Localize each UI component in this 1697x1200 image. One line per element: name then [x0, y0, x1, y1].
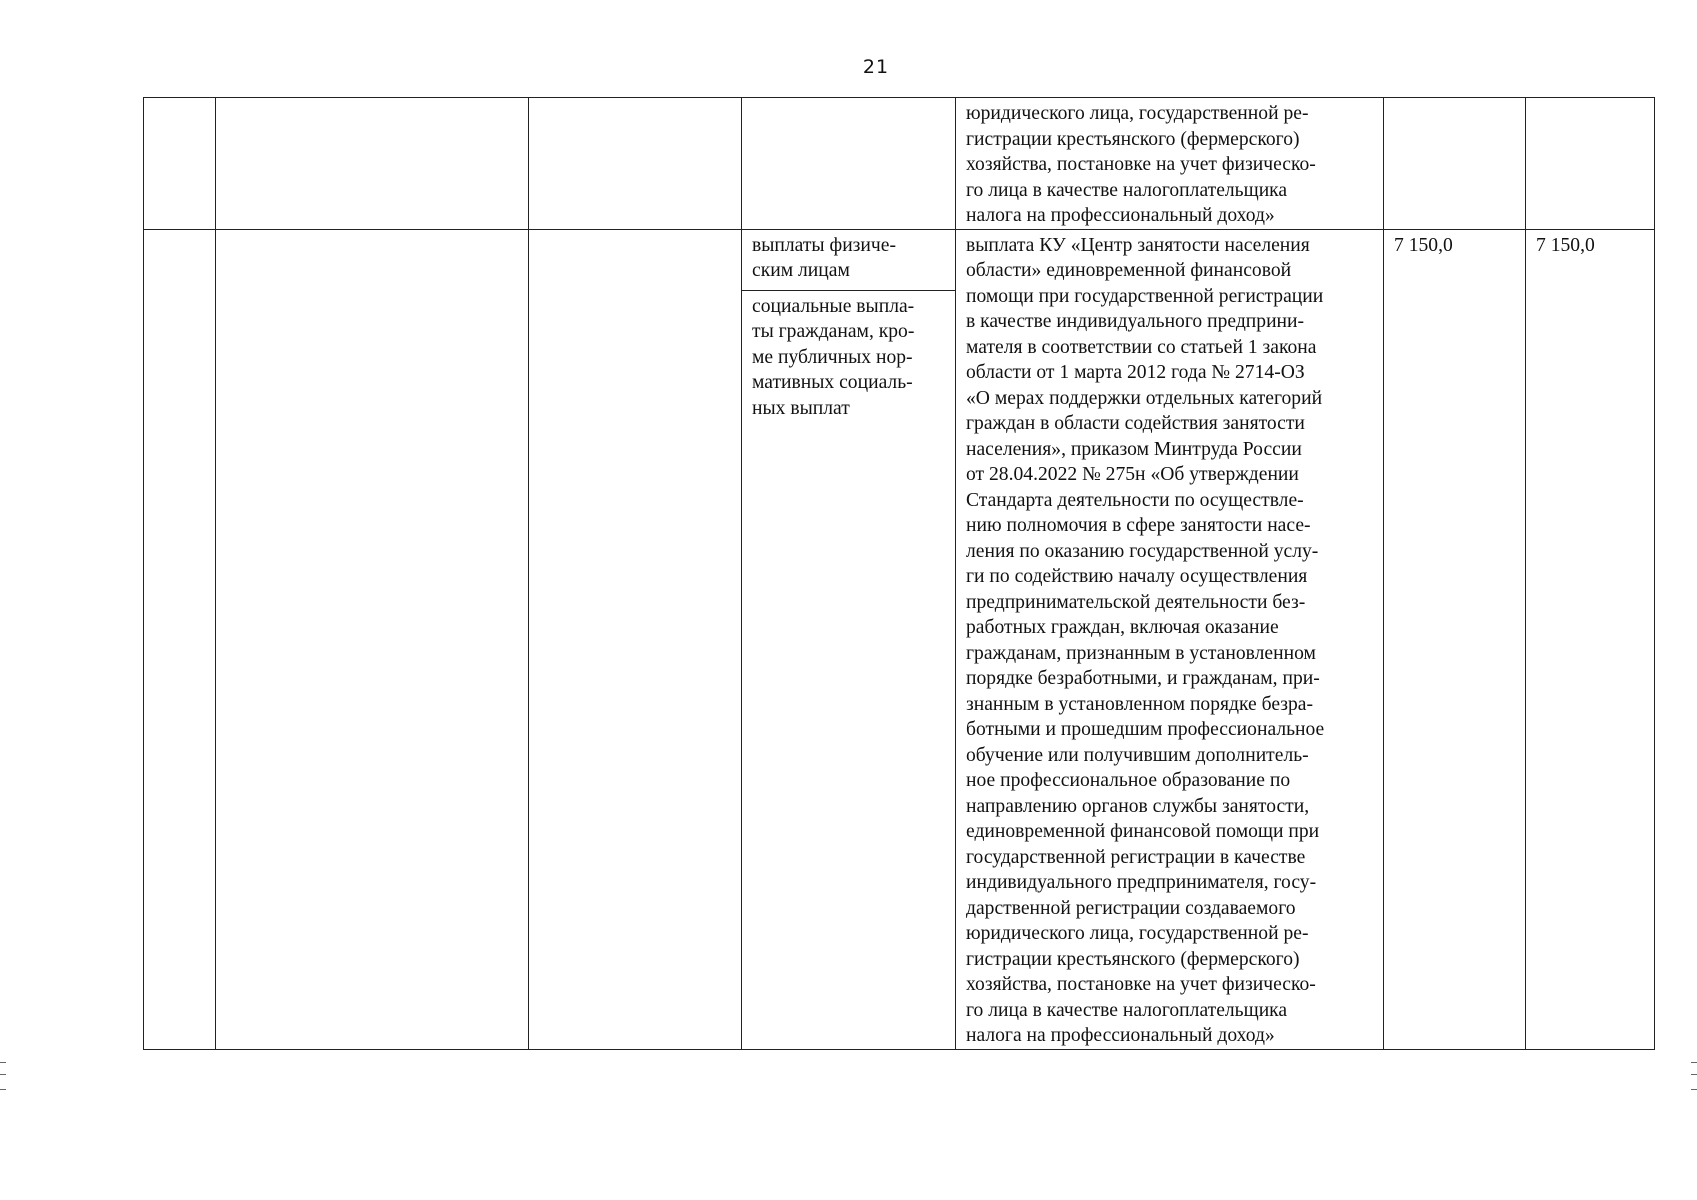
- amount-2-value: 7 150,0: [1536, 234, 1595, 256]
- description-continuation-text: юридического лица, государственной ре- гистрации крестьянского (фермерского) хозяйства, постановке на учет физическо- го лица в качестве налогоплательщика налога на профессиональный доход»: [966, 103, 1316, 226]
- table-row-main: [144, 229, 1655, 1049]
- cell-number: [144, 229, 216, 1049]
- scan-edge-mark-left: [0, 1062, 6, 1090]
- cell-amount-2: [1526, 98, 1655, 230]
- cell-program: [216, 229, 529, 1049]
- cell-description: [956, 98, 1384, 230]
- cell-description: [956, 229, 1384, 1049]
- cell-number: [144, 98, 216, 230]
- cell-amount-1: [1384, 229, 1526, 1049]
- cell-code: [529, 98, 742, 230]
- description-text: выплата КУ «Центр занятости населения области» единовременной финансовой помощи при государственной регистрации в качестве индивидуального предприни- мателя в соответствии со статьей 1 закона области от 1 марта 2012 года № 2714-ОЗ «О мерах поддержки отдельных категорий граждан в области содействия занятости населения», приказом Минтруда России от 28.04.2022 № 275н «Об утверждении Стандарта деятельности по осуществле- нию полномочия в сфере занятости насе- ления по оказанию государственной услу- ги по содействию началу осуществления предпринимательской деятельности без- работных граждан, включая оказание гражданам, признанным в установленном порядке безработными, и гражданам, при- знанным в установленном порядке безра- ботными и прошедшим профессиональное обучение или получившим дополнитель- ное профессиональное образование по направлению органов службы занятости, единовременной финансовой помощи при государственной регистрации в качестве индивидуального предпринимателя, госу- дарственной регистрации создаваемого юридического лица, государственной ре- гистрации крестьянского (фермерского) хозяйства, постановке на учет физическо- го лица в качестве налогоплательщика налога на профессиональный доход»: [966, 234, 1325, 1046]
- page-number: 21: [862, 56, 890, 78]
- kosgu-item-social-payments: социальные выпла- ты гражданам, кро- ме публичных нор- мативных социаль- ных выплат: [742, 290, 955, 422]
- cell-program: [216, 98, 529, 230]
- amount-1-value: 7 150,0: [1394, 234, 1453, 256]
- kosgu-item-payments: выплаты физиче- ским лицам: [752, 234, 896, 281]
- cell-kosgu: [742, 98, 956, 230]
- table-row-continuation: [144, 98, 1655, 230]
- budget-table: [143, 97, 1655, 1050]
- scan-edge-mark-right: [1691, 1062, 1697, 1090]
- cell-amount-1: [1384, 98, 1526, 230]
- cell-amount-2: [1526, 229, 1655, 1049]
- cell-kosgu: [742, 229, 956, 1049]
- cell-code: [529, 229, 742, 1049]
